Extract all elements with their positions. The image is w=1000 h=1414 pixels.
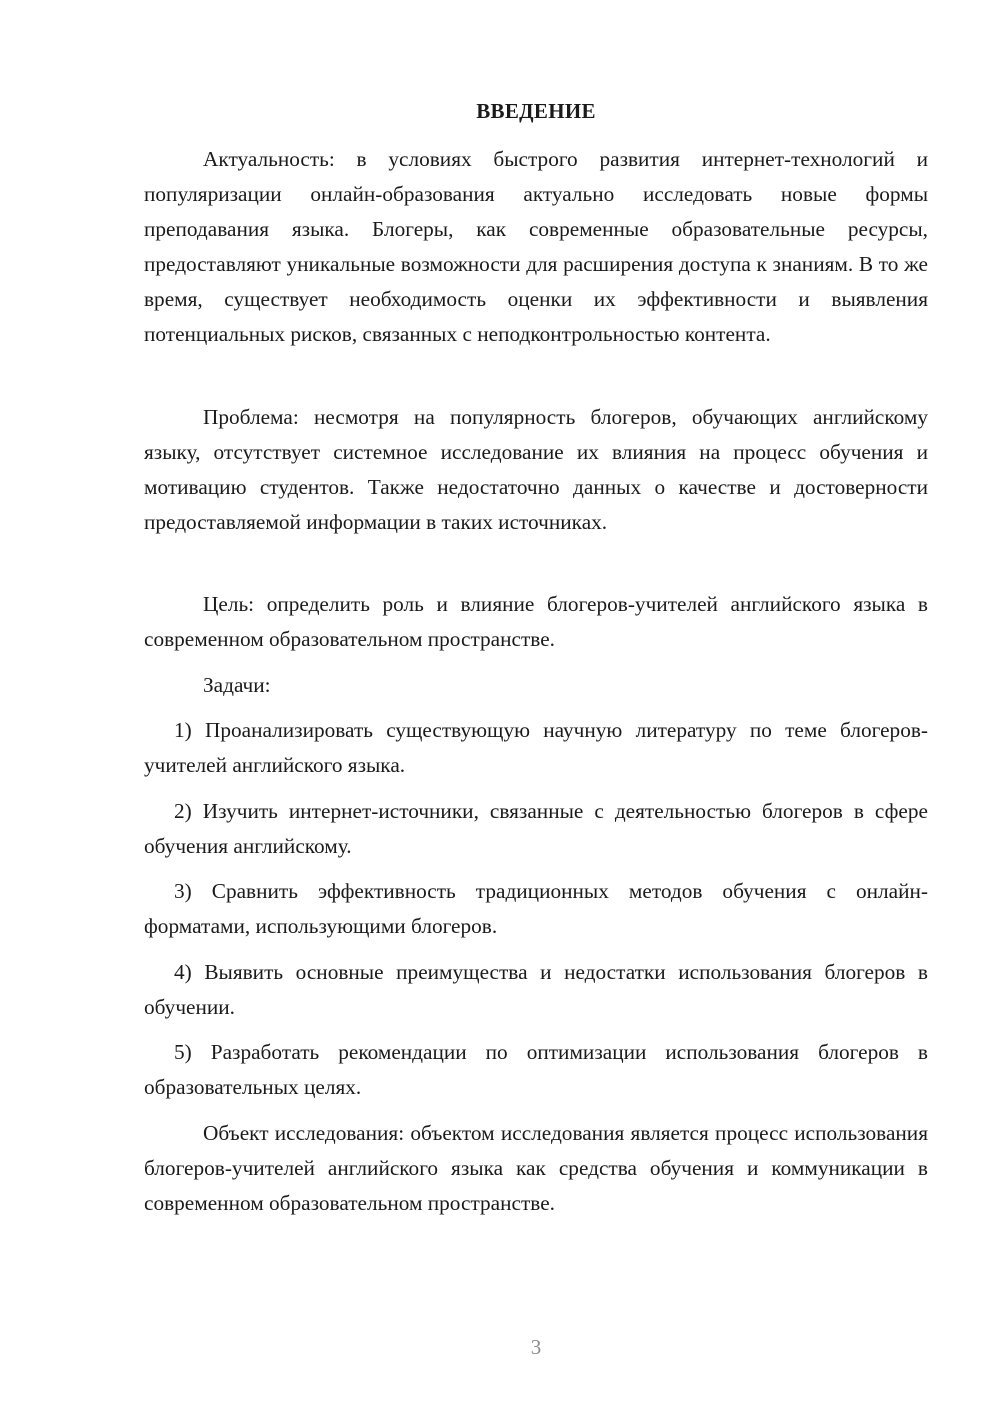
- goal-paragraph: Цель: определить роль и влияние блогеров-учителей английского языка в современном образовательном пространстве.: [144, 592, 928, 651]
- task-item-1: 1) Проанализировать существующую научную литературу по теме блогеров-учителей английского языка.: [144, 718, 928, 777]
- task-item-4: 4) Выявить основные преимущества и недостатки использования блогеров в обучении.: [144, 960, 928, 1019]
- task-item-5: 5) Разработать рекомендации по оптимизации использования блогеров в образовательных целях.: [144, 1040, 928, 1099]
- task-item-3: 3) Сравнить эффективность традиционных методов обучения с онлайн-форматами, использующими блогеров.: [144, 879, 928, 938]
- section-title: ВВЕДЕНИЕ: [476, 99, 596, 123]
- relevance-paragraph: Актуальность: в условиях быстрого развития интернет-технологий и популяризации онлайн-образования актуально исследовать новые формы преподавания языка. Блогеры, как современные образовательные ресурсы, предоставляют уникальные возможности для расширения доступа к знаниям. В то же время, существует необходимость оценки их эффективности и выявления потенциальных рисков, связанных с неподконтрольностью контента.: [144, 147, 928, 346]
- document-page: [144, 0, 928, 1414]
- task-item-2: 2) Изучить интернет-источники, связанные с деятельностью блогеров в сфере обучения английскому.: [144, 799, 928, 858]
- problem-paragraph: Проблема: несмотря на популярность блогеров, обучающих английскому языку, отсутствует системное исследование их влияния на процесс обучения и мотивацию студентов. Также недостаточно данных о качестве и достоверности предоставляемой информации в таких источниках.: [144, 405, 928, 534]
- tasks-heading: Задачи:: [203, 673, 271, 697]
- page-number: 3: [530, 1335, 542, 1359]
- object-paragraph: Объект исследования: объектом исследования является процесс использования блогеров-учителей английского языка как средства обучения и коммуникации в современном образовательном пространстве.: [144, 1121, 928, 1215]
